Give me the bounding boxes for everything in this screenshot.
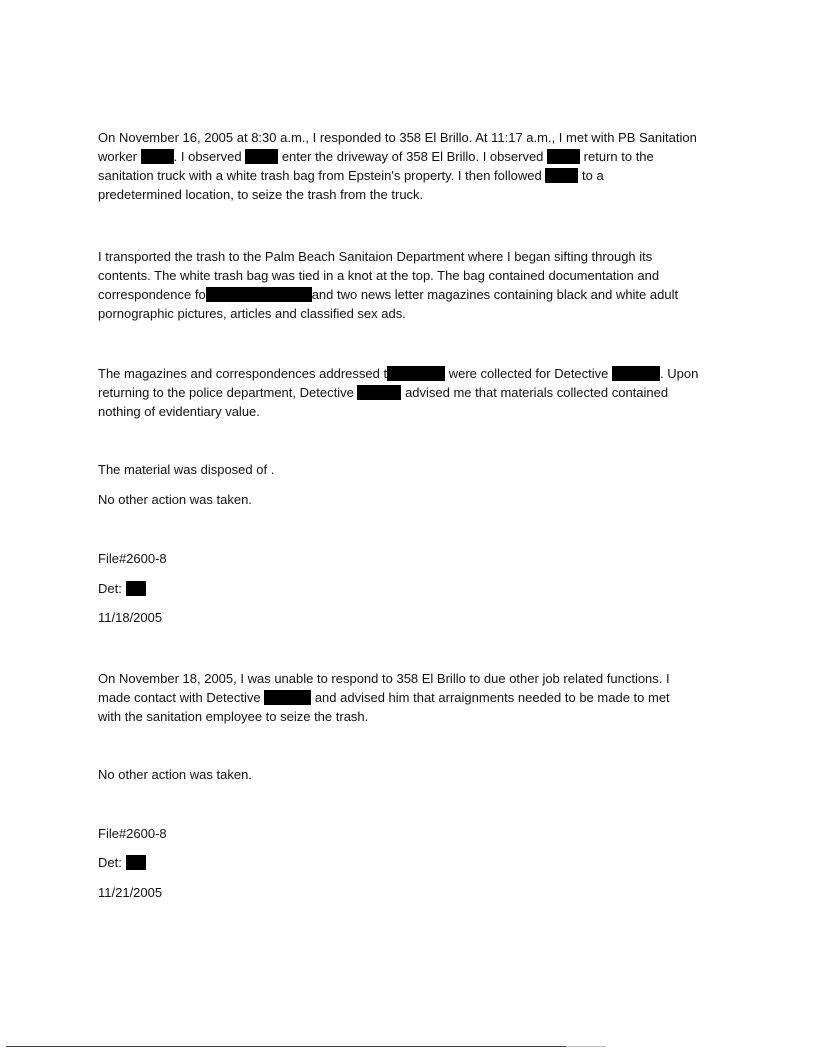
text-span: . I observed bbox=[173, 149, 242, 164]
text-line: I transported the trash to the Palm Beach Sanitaion Department where I began sifting through its bbox=[98, 249, 653, 264]
text-line: On November 16, 2005 at 8:30 a.m., I responded to 358 El Brillo. At 11:17 a.m., I met with PB Sanitation bbox=[98, 130, 697, 145]
file-number: File#2600-8 bbox=[98, 551, 167, 566]
text-span: were collected for Detective bbox=[448, 366, 609, 381]
no-action-statement: No other action was taken. bbox=[98, 767, 252, 782]
text-line bbox=[98, 147, 738, 166]
redaction-box bbox=[387, 366, 445, 381]
report-date: 11/18/2005 bbox=[98, 610, 163, 625]
scan-edge-line bbox=[6, 1046, 566, 1047]
file-number: File#2600-8 bbox=[98, 826, 167, 841]
redaction-box bbox=[545, 168, 578, 183]
text-span: returning to the police department, Detective bbox=[98, 385, 354, 400]
text-line bbox=[98, 285, 738, 304]
text-span: correspondence fo bbox=[98, 287, 206, 302]
report2-paragraph-1 bbox=[98, 669, 738, 726]
text-span: . Upon bbox=[660, 366, 699, 381]
text-span: The magazines and correspondences addressed t bbox=[98, 366, 388, 381]
text-span: return to the bbox=[583, 149, 654, 164]
redaction-box bbox=[126, 581, 146, 596]
text-span: worker bbox=[98, 149, 138, 164]
text-line: pornographic pictures, articles and classified sex ads. bbox=[98, 306, 406, 321]
redaction-box bbox=[547, 149, 580, 164]
redaction-box bbox=[612, 366, 660, 381]
report1-paragraph-2 bbox=[98, 247, 738, 323]
text-line: with the sanitation employee to seize the trash. bbox=[98, 709, 369, 724]
text-line bbox=[98, 383, 738, 402]
text-span: advised me that materials collected contained bbox=[405, 385, 669, 400]
redaction-box bbox=[245, 149, 278, 164]
redaction-box bbox=[206, 287, 312, 302]
text-span: and two news letter magazines containing black and white adult bbox=[311, 287, 679, 302]
text-line bbox=[98, 364, 738, 383]
text-line: nothing of evidentiary value. bbox=[98, 404, 260, 419]
text-span: enter the driveway of 358 El Brillo. I observed bbox=[281, 149, 544, 164]
disposed-statement: The material was disposed of . bbox=[98, 462, 275, 477]
text-line: On November 18, 2005, I was unable to respond to 358 El Brillo to due other job related functions. I bbox=[98, 671, 670, 686]
scan-edge-line bbox=[566, 1046, 606, 1047]
no-action-statement: No other action was taken. bbox=[98, 492, 252, 507]
report-date: 11/21/2005 bbox=[98, 885, 163, 900]
text-span: and advised him that arraignments needed to be made to met bbox=[314, 690, 670, 705]
text-line: predetermined location, to seize the trash from the truck. bbox=[98, 187, 424, 202]
text-span: sanitation truck with a white trash bag from Epstein's property. I then followed bbox=[98, 168, 542, 183]
redaction-box bbox=[141, 149, 174, 164]
report1-paragraph-1 bbox=[98, 128, 738, 204]
text-line bbox=[98, 166, 738, 185]
report1-paragraph-3 bbox=[98, 364, 738, 421]
detective-line bbox=[98, 579, 146, 598]
redaction-box bbox=[264, 690, 311, 705]
text-line: contents. The white trash bag was tied in a knot at the top. The bag contained documentation and bbox=[98, 268, 660, 283]
redaction-box bbox=[126, 855, 146, 870]
det-label: Det: bbox=[98, 855, 122, 870]
text-line bbox=[98, 688, 738, 707]
det-label: Det: bbox=[98, 581, 122, 596]
text-span: to a bbox=[582, 168, 604, 183]
redaction-box bbox=[357, 385, 401, 400]
text-span: made contact with Detective bbox=[98, 690, 261, 705]
detective-line bbox=[98, 853, 146, 872]
